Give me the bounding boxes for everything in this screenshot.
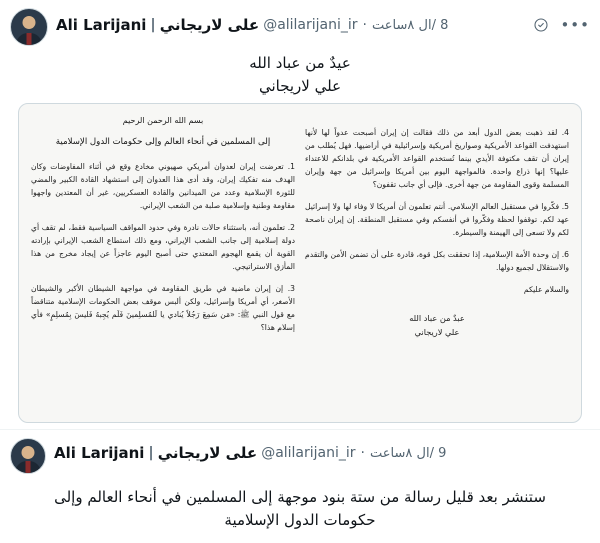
separator-dot-2: · <box>360 445 365 461</box>
letter-image-card[interactable] <box>18 103 582 423</box>
letter-paragraph-3: 3. إن إيران ماضية في طريق المقاومة في مواجهة الشيطان الأكبر والشيطان الأصغر، أي أمريكا وإسرائيل، ولكن ألبس موقف بعض الحكومات الإسلامية متناقضاً مع قول النبي ﷺ: «مَن سَمِعَ رَجُلاً يُنادي يا لَلمُسلِمينَ فَلَم يُجِبهُ فَليسَ بِمُسلِمٍ» فأي إسلام هذا؟ <box>31 283 295 333</box>
author-name-latin[interactable]: Ali Larijani <box>56 16 147 34</box>
letter-paragraph-4: 4. لقد ذهبت بعض الدول أبعد من ذلك فقالت إن إيران أصبحت عدواً لها لأنها استهدفت القواعد الأمريكية وصواريخ أمريكية وإسرائيلية في أراضيها. فهل يُطلب من إيران أن تقف مكتوفة الأيدي بينما تُستخدم القواعد الأمريكية في بلدانكم للاعتداء عليها؟ إنها ذراع واحدة. فالمواجهة اليوم بين أمريكا وإسرائيل من جهة وإيران المسلمة وقوى المقاومة من جهة أخرى. فإلى أي جانب تقفون؟ <box>305 128 569 190</box>
letter-lead: إلى المسلمين في أنحاء العالم وإلى حكومات الدول الإسلامية <box>55 136 271 147</box>
letter-basmala: بسم الله الرحمن الرحيم <box>122 116 204 125</box>
avatar-tie <box>27 33 32 45</box>
tweet-intro-text <box>20 52 580 97</box>
tweet2-line-2: حكومات الدول الإسلامية <box>224 511 376 530</box>
avatar[interactable] <box>10 8 48 46</box>
intro-line-2: علي لاريجاني <box>258 76 342 95</box>
timestamp-2: 9 ‏‏/‏ال‏‏ ٨ساعت <box>370 445 447 461</box>
letter-column-right <box>31 112 295 414</box>
letter-paragraph-1: 1. تعرضت إيران لعدوان أمريكي صهيوني مخادع وقع في أثناء المفاوضات وكان الهدف منه تفكيك إيران، وقد أدى هذا العدوان إلى استشهاد القادة الكبير والمضي للثورة الإسلامية وعدد من الميدانين والقادة العسكريين، غير أن المعتدين واجهوا مقاومة وطنية وإسلامية صلبة من الشعب الإيراني. <box>31 161 295 210</box>
letter-paragraph-2: 2. تعلمون أنه، باستثناء حالات نادرة وفي حدود المواقف السياسية فقط، لم تقف أي دولة إسلامية إلى جانب الشعب الإيراني، ومع ذلك استطاع الشعب الإيراني بإرادته القوية أن يقمع الهجوم المعتدي حتى أصبح اليوم عاجزاً عن إيجاد مخرج من هذا المأزق الاستراتيجي. <box>31 222 295 271</box>
timestamp: 8 ‏‏/‏ال‏‏ ٨ساعت <box>372 17 449 33</box>
verified-badge-icon <box>532 16 550 34</box>
avatar-tie-2 <box>26 461 31 473</box>
letter-closing: والسلام عليكم <box>523 285 569 295</box>
letter-paragraph-6: 6. إن وحدة الأمة الإسلامية، إذا تحققت بكل قوة، قادرة على أن تضمن الأمن والتقدم والاستقلال لجميع دولها. <box>305 250 569 273</box>
author-handle[interactable]: @alilarijani_ir <box>263 17 358 33</box>
letter-signature <box>305 311 569 341</box>
author-handle-2[interactable]: @alilarijani_ir <box>261 445 356 461</box>
author-line-2 <box>54 438 590 462</box>
letter-signature-line-2: علي لاريجاني <box>414 327 460 338</box>
more-options-icon[interactable]: ••• <box>560 15 590 34</box>
name-separator-2: | <box>148 445 154 461</box>
letter-paragraph-5: 5. فكّروا في مستقبل العالم الإسلامي. أنتم تعلمون أن أمريكا لا وفاء لها ولا إسرائيل عهد لكم. توقفوا لحظة وفكّروا في أنفسكم وفي مستقبل المنطقة. إن إيران ناصحة لكم ولا تسعى إلى الهيمنة والسيطرة. <box>305 202 569 238</box>
author-line <box>56 8 524 34</box>
author-name-arabic[interactable]: على لاريجاني <box>159 16 260 34</box>
tweet-body-text-2 <box>10 486 590 533</box>
avatar-face <box>23 16 36 29</box>
author-name-latin-2[interactable]: Ali Larijani <box>54 444 145 462</box>
tweet-secondary <box>0 430 600 543</box>
tweet-header-2 <box>10 438 590 478</box>
avatar-face-2 <box>22 446 35 459</box>
separator-dot: · <box>362 17 367 33</box>
letter-column-left <box>305 112 569 414</box>
tweet2-line-1: ستنشر بعد قليل رسالة من ستة بنود موجهة إلى المسلمين في أنحاء العالم وإلى <box>54 488 546 506</box>
tweet-header <box>10 8 590 48</box>
author-name-arabic-2[interactable]: على لاريجاني <box>157 444 258 462</box>
tweet-header-actions <box>532 8 590 34</box>
avatar-2[interactable] <box>10 438 46 474</box>
name-separator: | <box>150 17 156 33</box>
letter-signature-line-1: عبدٌ من عباد الله <box>409 312 465 323</box>
intro-line-1: عيدٌ من عباد الله <box>249 54 351 72</box>
